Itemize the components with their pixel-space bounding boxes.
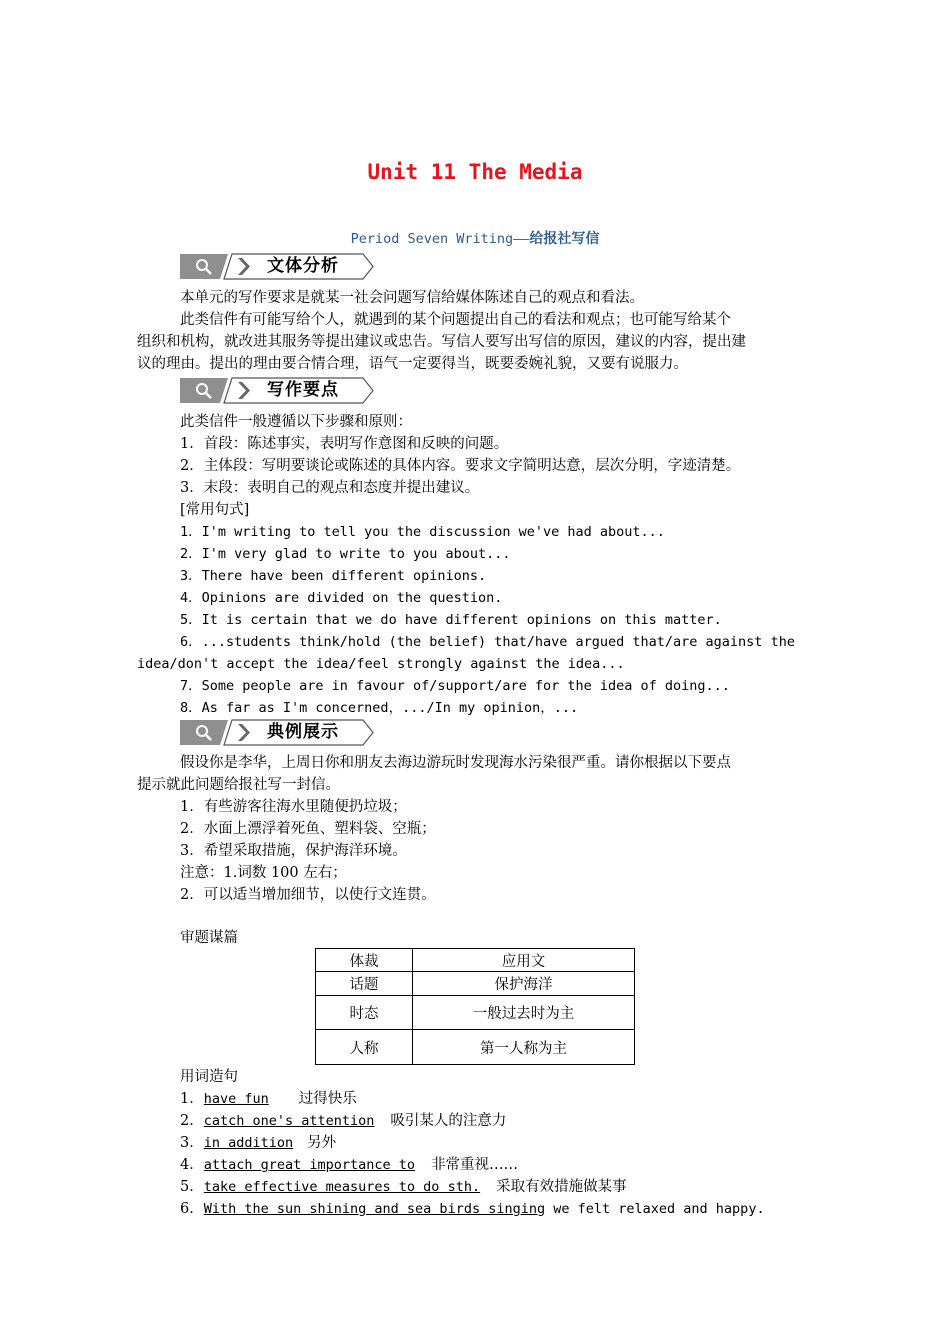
subtitle-prefix: Period Seven Writing—— (350, 231, 530, 247)
table-cell-value: 第一人称为主 (413, 1030, 635, 1065)
note-line: 注意：1.词数 100 左右； (180, 865, 347, 881)
vocab-item (137, 1133, 860, 1153)
paragraph-line: 提示就此问题给报社写一封信。 (137, 777, 340, 793)
list-item: idea/don't accept the idea/feel strongly against the idea... (137, 656, 625, 672)
list-item: 2．主体段：写明要谈论或陈述的具体内容。要求文字简明达意，层次分明，字迹清楚。 (180, 458, 741, 474)
note-line: 2．可以适当增加细节，以使行文连贯。 (180, 887, 436, 903)
section-header-example (180, 719, 376, 746)
vocab-phrase: catch one's attention (203, 1113, 375, 1129)
vocab-number: 6． (180, 1201, 204, 1217)
vocab-phrase: take effective measures to do sth. (203, 1179, 481, 1195)
vocab-item (137, 1155, 860, 1175)
vocab-meaning: 采取有效措施做某事 (496, 1179, 627, 1195)
paragraph-line: 议的理由。提出的理由要合情合理，语气一定要得当，既要委婉礼貌，又要有说服力。 (137, 356, 688, 372)
page-subtitle (0, 228, 950, 248)
section-header-style-analysis (180, 253, 376, 280)
list-item: 2．I'm very glad to write to you about... (180, 546, 511, 562)
vocab-number: 2． (180, 1113, 204, 1129)
list-item: 5．It is certain that we do have different opinions on this matter. (180, 612, 722, 628)
table-row (316, 996, 635, 1030)
list-item: 6．...students think/hold (the belief) that/have argued that/are against the (180, 634, 795, 650)
vocab-meaning: 非常重视…… (431, 1157, 519, 1173)
table-cell-key: 体裁 (316, 949, 413, 972)
list-item: 3．末段：表明自己的观点和态度并提出建议。 (180, 480, 480, 496)
table-cell-value: 保护海洋 (413, 972, 635, 996)
list-item: 4．Opinions are divided on the question. (180, 590, 503, 606)
section-header-label: 写作要点 (267, 380, 339, 400)
paragraph-line: 本单元的写作要求是就某一社会问题写信给媒体陈述自己的观点和看法。 (180, 290, 644, 306)
table-cell-key: 时态 (316, 996, 413, 1030)
paragraph-line: 此类信件一般遵循以下步骤和原则： (180, 414, 412, 430)
list-item: 1．有些游客往海水里随便扔垃圾； (180, 799, 407, 815)
vocab-item (137, 1111, 860, 1131)
vocab-label: 用词造句 (180, 1069, 238, 1085)
table-row (316, 972, 635, 996)
vocab-meaning: 过得快乐 (298, 1091, 357, 1107)
table-cell-key: 人称 (316, 1030, 413, 1065)
table-cell-value: 应用文 (413, 949, 635, 972)
list-item: 8．As far as I'm concerned，.../In my opinion，... (180, 700, 579, 716)
analysis-label: 审题谋篇 (180, 930, 238, 946)
subtitle-suffix: 给报社写信 (529, 231, 600, 247)
vocab-meaning: 吸引某人的注意力 (390, 1113, 507, 1129)
patterns-label: [常用句式] (180, 502, 250, 518)
analysis-table (315, 948, 635, 1065)
table-cell-key: 话题 (316, 972, 413, 996)
vocab-phrase: have fun (203, 1091, 269, 1107)
vocab-phrase: attach great importance to (203, 1157, 416, 1173)
list-item: 1．I'm writing to tell you the discussion we've had about... (180, 524, 665, 540)
list-item: 1．首段：陈述事实，表明写作意图和反映的问题。 (180, 436, 509, 452)
list-item: 3．There have been different opinions. (180, 568, 487, 584)
list-item: 3．希望采取措施，保护海洋环境。 (180, 843, 407, 859)
vocab-phrase: in addition (203, 1135, 294, 1151)
table-row (316, 949, 635, 972)
section-header-label: 典例展示 (267, 722, 339, 742)
vocab-item (137, 1089, 860, 1109)
paragraph-line: 组织和机构，就改进其服务等提出建议或忠告。写信人要写出写信的原因，建议的内容，提出建 (137, 334, 746, 350)
vocab-number: 1． (180, 1091, 204, 1107)
list-item: 2．水面上漂浮着死鱼、塑料袋、空瓶； (180, 821, 436, 837)
vocab-phrase: With the sun shining and sea birds singing (203, 1201, 546, 1217)
paragraph-line: 假设你是李华，上周日你和朋友去海边游玩时发现海水污染很严重。请你根据以下要点 (180, 755, 731, 771)
table-cell-value: 一般过去时为主 (413, 996, 635, 1030)
paragraph-line: 此类信件有可能写给个人，就遇到的某个问题提出自己的看法和观点；也可能写给某个 (180, 312, 731, 328)
table-row (316, 1030, 635, 1065)
vocab-item (137, 1199, 860, 1219)
vocab-number: 5． (180, 1179, 204, 1195)
vocab-meaning: 另外 (307, 1135, 337, 1151)
section-header-writing-points (180, 377, 376, 404)
vocab-number: 4． (180, 1157, 204, 1173)
section-header-label: 文体分析 (267, 256, 339, 276)
page-title: Unit 11 The Media (367, 160, 583, 184)
vocab-meaning: we felt relaxed and happy. (553, 1201, 765, 1217)
vocab-number: 3． (180, 1135, 204, 1151)
list-item: 7．Some people are in favour of/support/are for the idea of doing... (180, 678, 730, 694)
vocab-item (137, 1177, 860, 1197)
